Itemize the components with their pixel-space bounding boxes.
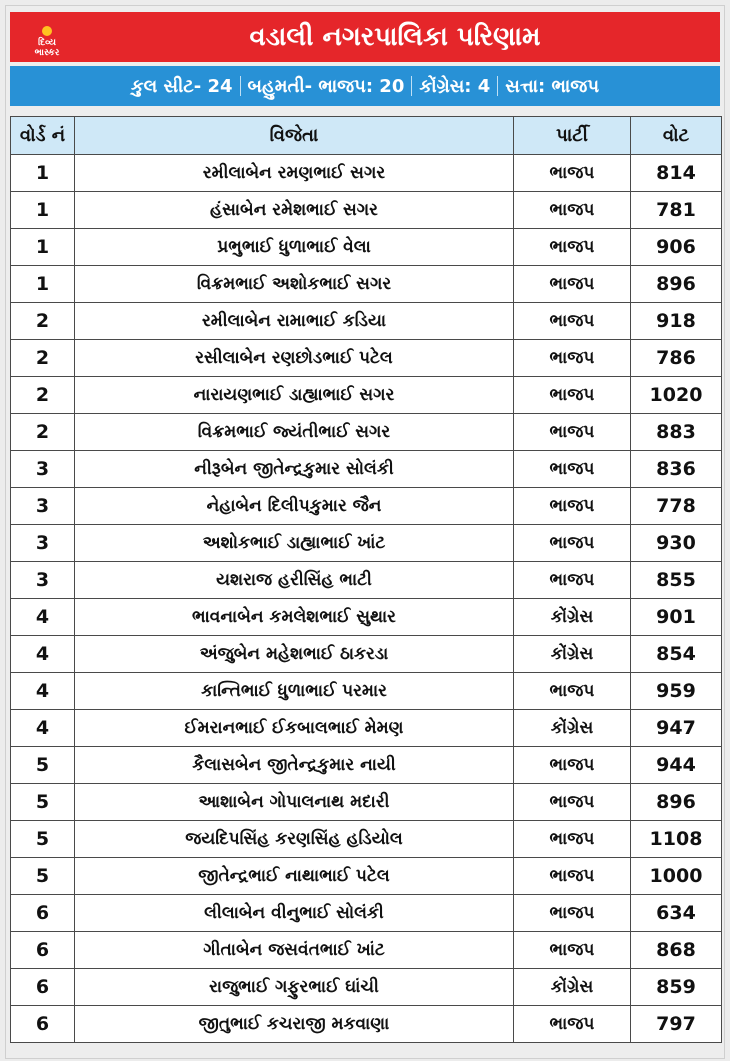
party-cell: ભાજપ [514,562,631,599]
votes-cell: 814 [631,155,722,192]
table-row [11,229,722,266]
divya-bhaskar-logo [20,22,74,62]
table-row [11,451,722,488]
table-row [11,377,722,414]
ward-cell: 6 [11,1006,75,1043]
summary-congress: કોંગ્રેસ: 4 [419,75,491,97]
votes-cell: 896 [631,784,722,821]
divider [240,76,241,96]
ward-cell: 2 [11,414,75,451]
ward-cell: 2 [11,340,75,377]
winner-cell: રમીલાબેન રમણભાઈ સગર [75,155,514,192]
votes-cell: 901 [631,599,722,636]
votes-cell: 959 [631,673,722,710]
party-cell: ભાજપ [514,1006,631,1043]
votes-cell: 836 [631,451,722,488]
table-row [11,303,722,340]
table-row [11,192,722,229]
winner-cell: હંસાબેન રમેશભાઈ સગર [75,192,514,229]
votes-cell: 906 [631,229,722,266]
party-cell: ભાજપ [514,303,631,340]
table-row [11,969,722,1006]
votes-cell: 778 [631,488,722,525]
votes-cell: 883 [631,414,722,451]
votes-cell: 781 [631,192,722,229]
votes-cell: 896 [631,266,722,303]
party-cell: ભાજપ [514,377,631,414]
ward-cell: 4 [11,599,75,636]
table-row [11,784,722,821]
party-cell: ભાજપ [514,858,631,895]
results-body [11,155,722,1043]
party-cell: કોંગ્રેસ [514,599,631,636]
ward-cell: 6 [11,895,75,932]
winner-cell: જીતુભાઈ કચરાજી મકવાણા [75,1006,514,1043]
party-cell: ભાજપ [514,673,631,710]
party-cell: ભાજપ [514,525,631,562]
table-row [11,599,722,636]
party-cell: ભાજપ [514,192,631,229]
votes-cell: 918 [631,303,722,340]
summary-power: સત્તા: ભાજપ [505,75,600,97]
table-row [11,414,722,451]
votes-cell: 786 [631,340,722,377]
winner-cell: ભાવનાબેન કમલેશભાઈ સુથાર [75,599,514,636]
winner-cell: રાજુભાઈ ગફુરભાઈ ઘાંચી [75,969,514,1006]
votes-cell: 944 [631,747,722,784]
winner-cell: વિક્રમભાઈ અશોકભાઈ સગર [75,266,514,303]
table-row [11,710,722,747]
winner-cell: અંજુબેન મહેશભાઈ ઠાકરડા [75,636,514,673]
winner-cell: રમીલાબેન રામાભાઈ કડિયા [75,303,514,340]
winner-cell: આશાબેન ગોપાલનાથ મદારી [75,784,514,821]
party-cell: ભાજપ [514,414,631,451]
party-cell: ભાજપ [514,155,631,192]
ward-cell: 5 [11,858,75,895]
table-row [11,266,722,303]
logo-line-2: ભાસ્કર [34,48,60,58]
winner-cell: કૈલાસબેન જીતેન્દ્રકુમાર નાયી [75,747,514,784]
votes-cell: 855 [631,562,722,599]
ward-cell: 2 [11,377,75,414]
table-row [11,488,722,525]
winner-cell: લીલાબેન વીનુભાઈ સોલંકી [75,895,514,932]
ward-cell: 4 [11,710,75,747]
party-cell: ભાજપ [514,895,631,932]
table-row [11,747,722,784]
header-votes: વોટ [631,117,722,155]
party-cell: ભાજપ [514,821,631,858]
winner-cell: અશોકભાઈ ડાહ્યાભાઈ ખાંટ [75,525,514,562]
ward-cell: 5 [11,747,75,784]
votes-cell: 797 [631,1006,722,1043]
winner-cell: યશરાજ હરીસિંહ ભાટી [75,562,514,599]
table-row [11,340,722,377]
votes-cell: 634 [631,895,722,932]
table-row [11,932,722,969]
ward-cell: 2 [11,303,75,340]
winner-cell: કાન્તિભાઈ ધુળાભાઈ પરમાર [75,673,514,710]
winner-cell: નેહાબેન દિલીપકુમાર જૈન [75,488,514,525]
votes-cell: 859 [631,969,722,1006]
header-party: પાર્ટી [514,117,631,155]
winner-cell: નીરૂબેન જીતેન્દ્રકુમાર સોલંકી [75,451,514,488]
party-cell: કોંગ્રેસ [514,710,631,747]
table-row [11,525,722,562]
divider [411,76,412,96]
winner-cell: ગીતાબેન જસવંતભાઈ ખાંટ [75,932,514,969]
ward-cell: 6 [11,932,75,969]
logo-line-1: દિવ્ય [38,38,56,48]
party-cell: ભાજપ [514,451,631,488]
table-header-row [11,117,722,155]
table-row [11,895,722,932]
party-cell: કોંગ્રેસ [514,969,631,1006]
winner-cell: નારાયણભાઈ ડાહ્યાભાઈ સગર [75,377,514,414]
ward-cell: 5 [11,821,75,858]
winner-cell: જીતેન્દ્રભાઈ નાથાભાઈ પટેલ [75,858,514,895]
winner-cell: વિક્રમભાઈ જ્યંતીભાઈ સગર [75,414,514,451]
votes-cell: 868 [631,932,722,969]
table-row [11,636,722,673]
ward-cell: 1 [11,266,75,303]
header-ward: વોર્ડ નં [11,117,75,155]
table-row [11,562,722,599]
votes-cell: 1108 [631,821,722,858]
title-banner [10,12,720,62]
table-row [11,858,722,895]
table-row [11,155,722,192]
ward-cell: 6 [11,969,75,1006]
table-row [11,673,722,710]
party-cell: ભાજપ [514,488,631,525]
header-winner: વિજેતા [75,117,514,155]
party-cell: કોંગ્રેસ [514,636,631,673]
ward-cell: 3 [11,451,75,488]
ward-cell: 4 [11,636,75,673]
party-cell: ભાજપ [514,932,631,969]
party-cell: ભાજપ [514,266,631,303]
page-title: વડાલી નગરપાલિકા પરિણામ [249,22,541,52]
ward-cell: 1 [11,229,75,266]
summary-bar [10,66,720,106]
winner-cell: ઈમરાનભાઈ ઈકબાલભાઈ મેમણ [75,710,514,747]
ward-cell: 5 [11,784,75,821]
table-row [11,1006,722,1043]
table-row [11,821,722,858]
sun-icon [42,26,52,36]
votes-cell: 1020 [631,377,722,414]
ward-cell: 3 [11,562,75,599]
party-cell: ભાજપ [514,747,631,784]
results-table [10,116,722,1043]
winner-cell: પ્રભુભાઈ ધુળાભાઈ વેલા [75,229,514,266]
votes-cell: 930 [631,525,722,562]
divider [497,76,498,96]
ward-cell: 4 [11,673,75,710]
votes-cell: 947 [631,710,722,747]
votes-cell: 1000 [631,858,722,895]
ward-cell: 3 [11,488,75,525]
ward-cell: 1 [11,192,75,229]
votes-cell: 854 [631,636,722,673]
winner-cell: જયદિપસિંહ કરણસિંહ હડિયોલ [75,821,514,858]
summary-total-seats: કુલ સીટ- 24 [130,75,233,97]
summary-majority: બહુમતી- ભાજપ: 20 [247,75,405,97]
ward-cell: 3 [11,525,75,562]
party-cell: ભાજપ [514,784,631,821]
party-cell: ભાજપ [514,229,631,266]
party-cell: ભાજપ [514,340,631,377]
winner-cell: રસીલાબેન રણછોડભાઈ પટેલ [75,340,514,377]
ward-cell: 1 [11,155,75,192]
